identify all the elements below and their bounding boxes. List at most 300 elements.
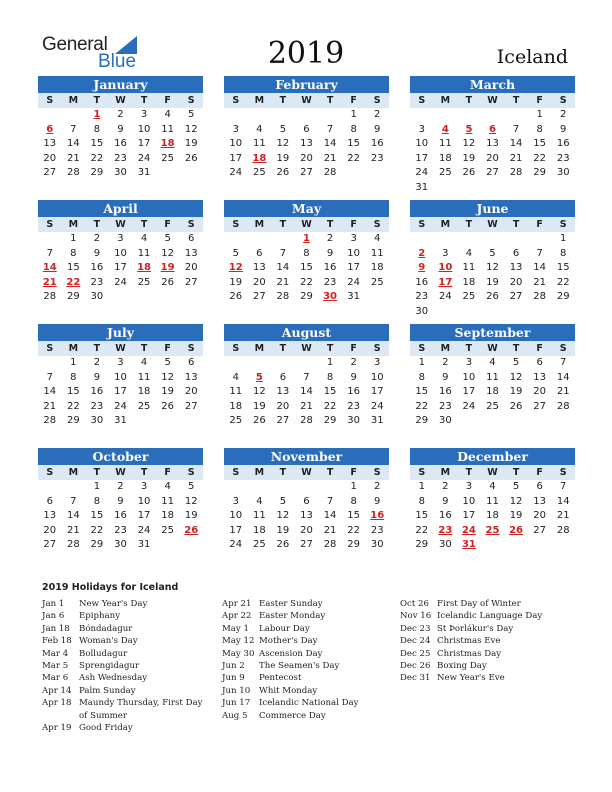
day-cell: 26 — [184, 152, 198, 164]
day-cell: 15 — [347, 138, 360, 150]
day-cell: 20 — [43, 524, 57, 536]
holiday-name: Bolludagur — [79, 648, 128, 659]
weekday-label: F — [164, 343, 171, 354]
day-cell: 4 — [256, 123, 263, 135]
day-cell: 8 — [350, 123, 357, 135]
holiday-name: Woman's Day — [79, 636, 138, 647]
day-empty — [271, 108, 295, 123]
holiday-row — [222, 623, 402, 635]
holiday-row — [222, 660, 402, 672]
weekday-label: F — [350, 95, 357, 106]
weekday-label: F — [536, 343, 543, 354]
weekday-label: T — [140, 467, 148, 478]
holiday-name: Icelandic Language Day — [437, 611, 543, 622]
month-title: July — [38, 324, 203, 341]
day-cell: 22 — [66, 400, 80, 412]
days-grid — [224, 356, 389, 429]
day-cell: 25 — [370, 276, 384, 288]
day-cell: 5 — [164, 357, 171, 368]
weekday-header — [410, 217, 575, 232]
day-cell: 8 — [418, 371, 425, 383]
day-cell: 7 — [326, 123, 334, 135]
day-cell: 4 — [140, 357, 148, 368]
day-cell: 7 — [303, 371, 310, 383]
day-cell: 11 — [229, 386, 243, 398]
day-cell: 16 — [347, 386, 360, 398]
month-september — [410, 324, 575, 429]
month-title: March — [410, 76, 575, 93]
day-cell: 17 — [462, 386, 476, 398]
day-cell: 30 — [347, 415, 360, 427]
day-cell: 11 — [252, 138, 266, 150]
weekday-label: T — [279, 467, 287, 478]
day-cell: 2 — [374, 109, 381, 120]
day-cell: 12 — [228, 262, 243, 274]
day-cell: 3 — [442, 247, 449, 259]
day-cell: 28 — [300, 415, 313, 427]
day-cell: 27 — [300, 167, 313, 179]
holiday-name: Pentecost — [259, 673, 302, 684]
day-cell: 22 — [90, 524, 104, 536]
day-cell: 21 — [66, 152, 80, 164]
weekday-label: T — [279, 219, 287, 230]
holiday-name: New Year's Day — [79, 599, 148, 609]
day-cell: 27 — [184, 400, 198, 412]
day-cell: 28 — [66, 167, 80, 179]
day-cell: 25 — [252, 539, 266, 551]
day-cell: 17 — [229, 152, 243, 164]
day-cell: 3 — [117, 357, 124, 368]
weekday-label: S — [187, 467, 195, 478]
day-cell: 31 — [137, 167, 151, 179]
weekday-label: S — [232, 219, 240, 230]
day-cell: 21 — [66, 524, 80, 536]
day-empty — [318, 480, 342, 495]
day-cell: 20 — [184, 386, 198, 398]
weekday-label: T — [465, 343, 473, 354]
day-empty — [318, 108, 342, 123]
day-cell: 13 — [184, 247, 198, 259]
day-cell: 2 — [442, 357, 449, 368]
month-january — [38, 76, 203, 181]
day-cell: 6 — [536, 481, 543, 492]
month-october — [38, 448, 203, 553]
day-cell: 31 — [347, 291, 360, 303]
day-cell: 24 — [137, 152, 151, 164]
weekday-header — [38, 465, 203, 480]
day-empty — [248, 356, 272, 371]
weekday-label: S — [373, 219, 381, 230]
day-cell: 31 — [114, 415, 127, 427]
day-cell: 1 — [418, 357, 425, 368]
day-cell: 26 — [161, 276, 174, 288]
day-cell: 5 — [164, 233, 171, 244]
day-cell: 8 — [560, 247, 567, 259]
day-cell: 23 — [90, 276, 104, 288]
day-cell: 27 — [43, 167, 57, 179]
weekday-header — [38, 93, 203, 108]
day-cell: 12 — [161, 247, 174, 259]
day-cell: 8 — [303, 247, 310, 259]
day-cell: 31 — [137, 539, 151, 551]
holiday-name: Labour Day — [259, 623, 310, 634]
day-cell: 3 — [465, 481, 473, 492]
day-cell: 2 — [442, 481, 449, 492]
day-empty — [434, 232, 458, 247]
day-cell: 11 — [252, 510, 266, 522]
weekday-label: S — [232, 467, 240, 478]
day-cell: 6 — [512, 247, 520, 259]
holiday-date: Apr 18 — [42, 698, 72, 709]
weekday-label: F — [164, 95, 171, 106]
day-cell: 19 — [509, 510, 523, 522]
month-title: February — [224, 76, 389, 93]
day-cell: 10 — [462, 495, 476, 507]
day-cell: 9 — [117, 495, 124, 507]
day-cell: 17 — [229, 524, 243, 536]
days-grid — [38, 232, 203, 305]
holiday-row — [42, 610, 212, 622]
day-cell: 28 — [276, 291, 290, 303]
day-cell: 13 — [300, 138, 313, 150]
day-cell: 19 — [276, 152, 290, 164]
day-cell: 14 — [42, 262, 57, 274]
day-cell: 14 — [300, 386, 313, 398]
holiday-date: May 12 — [222, 636, 255, 647]
day-cell: 21 — [533, 276, 546, 288]
holidays-title: 2019 Holidays for Iceland — [42, 582, 179, 593]
day-cell: 13 — [533, 495, 546, 507]
month-title: September — [410, 324, 575, 341]
weekday-label: M — [254, 343, 265, 354]
day-cell: 11 — [161, 495, 174, 507]
day-cell: 13 — [43, 510, 57, 522]
day-cell: 31 — [415, 181, 429, 193]
day-cell: 6 — [303, 123, 310, 135]
holiday-date: Dec 26 — [400, 661, 431, 672]
day-empty — [248, 108, 272, 123]
day-cell: 11 — [161, 123, 174, 135]
day-cell: 23 — [114, 152, 127, 164]
day-cell: 25 — [462, 291, 476, 303]
day-cell: 20 — [276, 400, 290, 412]
weekday-label: S — [373, 95, 381, 106]
day-cell: 23 — [438, 400, 452, 412]
day-cell: 19 — [184, 510, 198, 522]
day-cell: 7 — [536, 247, 543, 259]
day-cell: 9 — [374, 495, 381, 507]
day-cell: 20 — [509, 276, 523, 288]
weekday-label: S — [373, 467, 381, 478]
weekday-header — [410, 465, 575, 480]
holiday-row — [222, 648, 402, 660]
day-cell: 21 — [43, 400, 57, 412]
holiday-name: Bóndadagur — [79, 623, 133, 634]
day-cell: 11 — [137, 371, 151, 383]
holiday-date: Jun 2 — [222, 661, 245, 672]
day-cell: 30 — [370, 539, 384, 551]
weekday-label: T — [279, 95, 287, 106]
day-cell: 15 — [66, 262, 80, 274]
day-empty — [224, 232, 248, 247]
holiday-date: Jun 9 — [222, 673, 245, 684]
day-cell: 2 — [93, 233, 101, 244]
holiday-name: St Þorlákur's Day — [437, 623, 514, 634]
day-cell: 8 — [70, 247, 77, 259]
day-cell: 26 — [276, 539, 290, 551]
day-cell: 12 — [184, 123, 198, 135]
day-cell: 6 — [303, 495, 310, 507]
day-cell: 4 — [489, 481, 496, 492]
day-cell: 18 — [438, 152, 452, 164]
day-cell: 16 — [438, 510, 452, 522]
day-cell: 28 — [556, 524, 570, 536]
weekday-label: S — [187, 95, 195, 106]
month-february — [224, 76, 389, 181]
weekday-header — [224, 341, 389, 356]
day-cell: 14 — [556, 495, 570, 507]
holiday-name: Palm Sunday — [79, 685, 136, 696]
weekday-header — [410, 93, 575, 108]
day-cell: 15 — [556, 262, 570, 274]
day-cell: 26 — [184, 524, 199, 536]
holiday-row — [400, 648, 580, 660]
day-cell: 30 — [114, 539, 127, 551]
day-cell: 4 — [164, 481, 171, 492]
day-cell: 14 — [323, 510, 337, 522]
day-cell: 22 — [533, 152, 546, 164]
day-cell: 16 — [370, 138, 384, 150]
day-cell: 22 — [415, 400, 429, 412]
day-cell: 6 — [256, 247, 263, 259]
day-cell: 3 — [418, 123, 425, 135]
day-cell: 27 — [184, 276, 198, 288]
day-cell: 27 — [486, 167, 499, 179]
day-cell: 3 — [350, 233, 357, 244]
month-title: January — [38, 76, 203, 93]
day-cell: 27 — [300, 539, 313, 551]
month-title: April — [38, 200, 203, 217]
day-cell: 24 — [137, 524, 151, 536]
holiday-date: Apr 19 — [42, 723, 72, 734]
weekday-label: S — [232, 343, 240, 354]
day-cell: 30 — [556, 167, 570, 179]
holiday-row — [222, 635, 402, 647]
month-april — [38, 200, 203, 305]
day-cell: 17 — [415, 152, 429, 164]
weekday-label: T — [512, 467, 520, 478]
day-cell: 13 — [509, 262, 523, 274]
day-cell: 2 — [560, 109, 567, 120]
days-grid — [410, 232, 575, 320]
day-cell: 7 — [279, 247, 287, 259]
day-cell: 24 — [370, 400, 384, 412]
day-cell: 21 — [323, 524, 337, 536]
day-cell: 22 — [347, 524, 360, 536]
day-empty — [38, 232, 62, 247]
day-empty — [410, 108, 434, 123]
day-cell: 5 — [279, 123, 287, 135]
day-empty — [248, 480, 272, 495]
holiday-row — [400, 610, 580, 622]
month-may — [224, 200, 389, 305]
weekday-label: S — [373, 343, 381, 354]
day-cell: 9 — [326, 247, 334, 259]
weekday-header — [224, 465, 389, 480]
weekday-label: F — [350, 467, 357, 478]
day-cell: 12 — [276, 510, 290, 522]
day-cell: 19 — [509, 386, 523, 398]
day-cell: 20 — [486, 152, 499, 164]
day-cell: 20 — [533, 510, 546, 522]
day-cell: 25 — [161, 152, 174, 164]
day-cell: 10 — [229, 138, 243, 150]
weekday-label: M — [440, 219, 451, 230]
day-cell: 23 — [323, 276, 337, 288]
day-cell: 18 — [161, 510, 174, 522]
day-cell: 28 — [66, 539, 80, 551]
day-cell: 1 — [350, 481, 357, 492]
holiday-name: Sprengidagur — [79, 661, 140, 672]
weekday-label: F — [164, 219, 171, 230]
holiday-row — [400, 635, 580, 647]
day-cell: 9 — [350, 371, 357, 383]
day-cell: 16 — [438, 386, 452, 398]
day-cell: 12 — [509, 371, 523, 383]
weekday-label: S — [46, 95, 54, 106]
weekday-header — [224, 93, 389, 108]
weekday-label: W — [115, 219, 126, 230]
days-grid — [38, 108, 203, 181]
day-cell: 17 — [137, 510, 151, 522]
day-empty — [224, 356, 248, 371]
holiday-row — [222, 697, 402, 709]
day-cell: 8 — [93, 123, 101, 135]
day-cell: 9 — [442, 371, 449, 383]
day-cell: 27 — [533, 524, 546, 536]
day-cell: 24 — [438, 291, 452, 303]
day-cell: 29 — [415, 415, 429, 427]
day-cell: 23 — [438, 524, 453, 536]
weekday-label: M — [440, 467, 451, 478]
day-cell: 12 — [161, 371, 174, 383]
holiday-date: Apr 22 — [222, 611, 252, 622]
day-cell: 24 — [114, 276, 127, 288]
day-cell: 17 — [114, 262, 127, 274]
day-cell: 27 — [509, 291, 523, 303]
day-cell: 25 — [137, 400, 151, 412]
holiday-row — [42, 648, 212, 660]
holiday-name: Mother's Day — [259, 636, 318, 647]
day-cell: 11 — [486, 371, 499, 383]
weekday-label: T — [326, 343, 334, 354]
brand-general: General — [42, 34, 108, 55]
holiday-name: Epiphany — [79, 611, 121, 622]
day-cell: 26 — [161, 400, 174, 412]
weekday-label: W — [115, 95, 126, 106]
day-cell: 1 — [560, 233, 567, 244]
day-cell: 13 — [486, 138, 499, 150]
holiday-name: The Seamen's Day — [259, 661, 340, 672]
day-cell: 15 — [415, 510, 429, 522]
day-cell: 2 — [117, 109, 124, 120]
day-cell: 8 — [536, 123, 543, 135]
holiday-date: Jun 10 — [222, 685, 251, 696]
day-cell: 26 — [252, 415, 266, 427]
day-cell: 11 — [486, 495, 499, 507]
month-march — [410, 76, 575, 196]
holiday-row — [222, 710, 402, 722]
holiday-date: May 1 — [222, 623, 249, 634]
day-cell: 20 — [252, 276, 266, 288]
weekday-label: F — [164, 467, 171, 478]
day-cell: 1 — [303, 233, 310, 244]
day-empty — [528, 232, 552, 247]
day-cell: 15 — [533, 138, 546, 150]
day-cell: 17 — [462, 510, 476, 522]
day-cell: 23 — [415, 291, 429, 303]
month-june — [410, 200, 575, 320]
day-cell: 30 — [323, 291, 338, 303]
weekday-label: T — [140, 95, 148, 106]
day-cell: 18 — [252, 524, 266, 536]
day-empty — [248, 232, 272, 247]
day-empty — [481, 108, 505, 123]
day-cell: 24 — [114, 400, 127, 412]
weekday-label: F — [350, 219, 357, 230]
day-cell: 18 — [486, 386, 499, 398]
day-cell: 15 — [323, 386, 337, 398]
day-cell: 11 — [137, 247, 151, 259]
day-cell: 14 — [509, 138, 523, 150]
day-cell: 28 — [323, 539, 337, 551]
day-cell: 29 — [90, 539, 104, 551]
day-cell: 4 — [140, 233, 148, 244]
holiday-row — [42, 598, 212, 610]
day-cell: 9 — [93, 247, 101, 259]
day-empty — [504, 108, 528, 123]
weekday-label: T — [93, 95, 101, 106]
day-cell: 3 — [374, 357, 381, 368]
weekday-label: W — [487, 343, 498, 354]
day-cell: 5 — [232, 247, 239, 259]
day-cell: 24 — [415, 167, 429, 179]
holiday-date: Oct 26 — [400, 599, 429, 609]
day-cell: 3 — [232, 495, 239, 507]
weekday-label: S — [232, 95, 240, 106]
weekday-label: S — [559, 467, 567, 478]
day-cell: 10 — [114, 247, 127, 259]
day-cell: 18 — [160, 138, 175, 150]
holiday-date: Mar 5 — [42, 661, 69, 672]
day-cell: 3 — [117, 233, 124, 244]
day-cell: 5 — [465, 123, 473, 135]
day-cell: 1 — [326, 357, 334, 368]
holiday-name: Good Friday — [79, 723, 133, 734]
day-cell: 13 — [533, 371, 546, 383]
day-cell: 12 — [462, 138, 476, 150]
day-empty — [224, 108, 248, 123]
day-empty — [271, 356, 295, 371]
holiday-date: Jan 6 — [42, 611, 65, 622]
day-cell: 4 — [441, 123, 449, 135]
day-cell: 16 — [90, 386, 104, 398]
day-cell: 30 — [90, 291, 104, 303]
month-title: August — [224, 324, 389, 341]
day-cell: 14 — [66, 138, 80, 150]
day-cell: 6 — [188, 357, 195, 368]
day-cell: 17 — [370, 386, 384, 398]
